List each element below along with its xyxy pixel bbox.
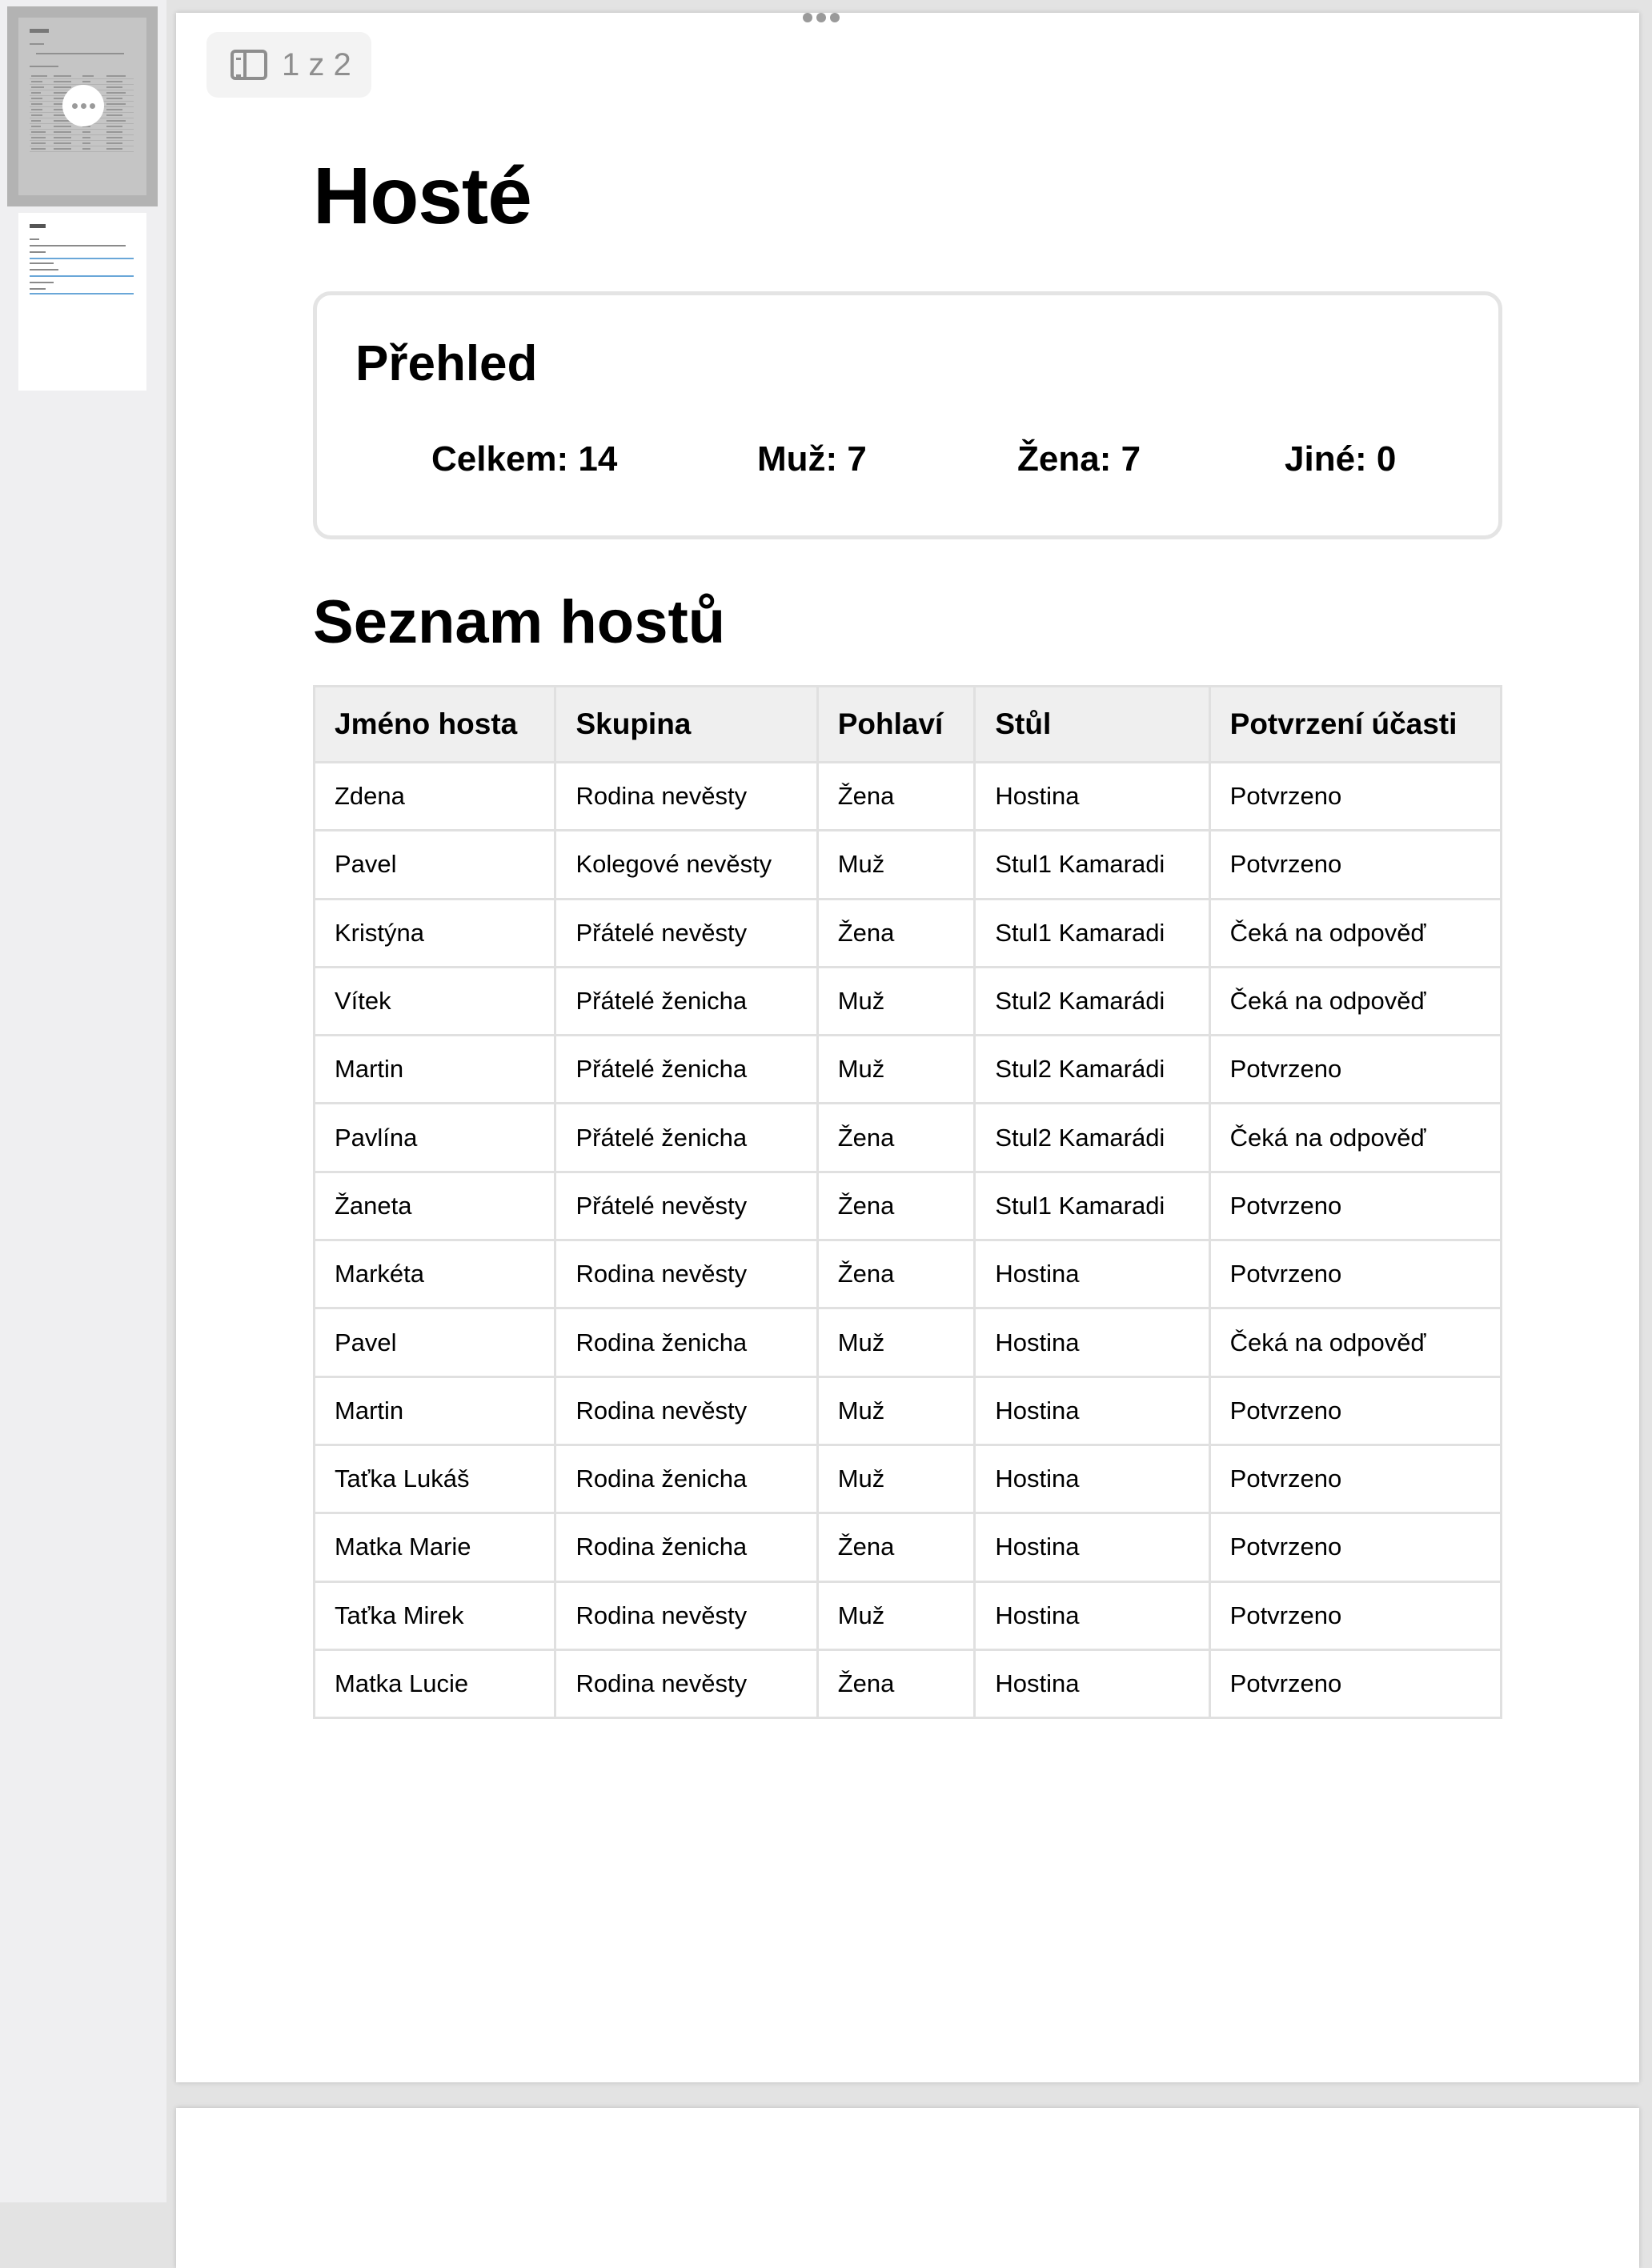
cell-group: Přátelé ženicha: [555, 1104, 817, 1172]
table-header-row: [315, 687, 1502, 763]
cell-group: Přátelé ženicha: [555, 1036, 817, 1104]
cell-group: Rodina nevěsty: [555, 1376, 817, 1445]
stat-total: Celkem: 14: [431, 439, 618, 479]
thumbnail-2-line: [30, 262, 54, 264]
overview-title: Přehled: [355, 336, 538, 391]
stat-female: Žena: 7: [1017, 439, 1141, 479]
cell-guest-name: Pavel: [315, 831, 555, 899]
thumbnail-2-line: [30, 251, 46, 253]
table-row: [315, 1104, 1502, 1172]
cell-guest-name: Martin: [315, 1376, 555, 1445]
cell-guest-name: Matka Marie: [315, 1513, 555, 1581]
page-title: Hosté: [313, 151, 531, 241]
cell-table: Stul2 Kamarádi: [975, 1036, 1209, 1104]
table-row: [315, 1513, 1502, 1581]
cell-gender: Žena: [817, 1172, 975, 1240]
cell-guest-name: Taťka Lukáš: [315, 1445, 555, 1513]
column-header-gender: Pohlaví: [817, 687, 975, 763]
cell-gender: Muž: [817, 1308, 975, 1376]
guest-list-title: Seznam hostů: [313, 588, 726, 656]
page-thumbnail-2[interactable]: [18, 213, 146, 391]
table-row: [315, 1581, 1502, 1649]
cell-table: Hostina: [975, 1240, 1209, 1308]
page-thumbnail-1[interactable]: [18, 18, 146, 195]
cell-rsvp: Potvrzeno: [1209, 1581, 1501, 1649]
cell-group: Rodina ženicha: [555, 1308, 817, 1376]
cell-table: Stul2 Kamarádi: [975, 967, 1209, 1035]
document-page-2: [176, 2108, 1639, 2268]
cell-gender: Žena: [817, 1513, 975, 1581]
cell-group: Přátelé ženicha: [555, 967, 817, 1035]
cell-guest-name: Zdena: [315, 763, 555, 831]
cell-rsvp: Potvrzeno: [1209, 1445, 1501, 1513]
table-row: [315, 899, 1502, 967]
cell-table: Hostina: [975, 1308, 1209, 1376]
cell-table: Stul1 Kamaradi: [975, 831, 1209, 899]
cell-rsvp: Potvrzeno: [1209, 1513, 1501, 1581]
stat-other: Jiné: 0: [1285, 439, 1397, 479]
cell-table: Hostina: [975, 1649, 1209, 1717]
sidebar-toggle-icon: [231, 50, 267, 80]
cell-rsvp: Potvrzeno: [1209, 1376, 1501, 1445]
column-header-guest-name: Jméno hosta: [315, 687, 555, 763]
thumbnail-sidebar: [0, 0, 166, 2202]
more-options-handle-icon[interactable]: [803, 13, 840, 22]
cell-gender: Žena: [817, 1104, 975, 1172]
thumbnail-2-line: [30, 288, 46, 290]
cell-rsvp: Potvrzeno: [1209, 831, 1501, 899]
cell-group: Přátelé nevěsty: [555, 899, 817, 967]
cell-rsvp: Potvrzeno: [1209, 1036, 1501, 1104]
cell-rsvp: Potvrzeno: [1209, 1649, 1501, 1717]
table-row: [315, 1649, 1502, 1717]
more-options-icon[interactable]: [62, 85, 104, 126]
cell-guest-name: Martin: [315, 1036, 555, 1104]
cell-gender: Muž: [817, 967, 975, 1035]
cell-rsvp: Čeká na odpověď: [1209, 1308, 1501, 1376]
cell-group: Rodina nevěsty: [555, 1649, 817, 1717]
table-row: [315, 1240, 1502, 1308]
cell-group: Přátelé nevěsty: [555, 1172, 817, 1240]
cell-table: Hostina: [975, 763, 1209, 831]
cell-rsvp: Čeká na odpověď: [1209, 899, 1501, 967]
table-row: [315, 1172, 1502, 1240]
page-indicator[interactable]: [206, 32, 371, 98]
table-row: [315, 1036, 1502, 1104]
cell-gender: Muž: [817, 1036, 975, 1104]
cell-gender: Žena: [817, 899, 975, 967]
cell-guest-name: Pavel: [315, 1308, 555, 1376]
thumbnail-2-line: [30, 245, 126, 246]
cell-table: Hostina: [975, 1376, 1209, 1445]
thumbnail-2-divider: [30, 293, 134, 295]
table-row: [315, 831, 1502, 899]
cell-group: Rodina nevěsty: [555, 1240, 817, 1308]
cell-rsvp: Potvrzeno: [1209, 1172, 1501, 1240]
cell-table: Stul1 Kamaradi: [975, 1172, 1209, 1240]
cell-guest-name: Pavlína: [315, 1104, 555, 1172]
column-header-rsvp: Potvrzení účasti: [1209, 687, 1501, 763]
table-row: [315, 967, 1502, 1035]
thumbnail-2-line: [30, 282, 54, 283]
cell-group: Rodina nevěsty: [555, 763, 817, 831]
column-header-table: Stůl: [975, 687, 1209, 763]
thumbnail-2-divider: [30, 275, 134, 277]
cell-rsvp: Potvrzeno: [1209, 763, 1501, 831]
thumbnail-2-divider: [30, 258, 134, 259]
thumbnail-2-title-mark: [30, 224, 46, 228]
cell-guest-name: Žaneta: [315, 1172, 555, 1240]
cell-gender: Žena: [817, 763, 975, 831]
cell-table: Hostina: [975, 1445, 1209, 1513]
table-row: [315, 1445, 1502, 1513]
page-indicator-label: 1 z 2: [282, 46, 351, 82]
guest-table: [313, 685, 1502, 1719]
cell-gender: Žena: [817, 1240, 975, 1308]
cell-gender: Muž: [817, 1376, 975, 1445]
cell-group: Rodina ženicha: [555, 1445, 817, 1513]
table-row: [315, 1376, 1502, 1445]
cell-guest-name: Matka Lucie: [315, 1649, 555, 1717]
cell-rsvp: Čeká na odpověď: [1209, 967, 1501, 1035]
cell-gender: Muž: [817, 831, 975, 899]
cell-gender: Muž: [817, 1445, 975, 1513]
cell-group: Kolegové nevěsty: [555, 831, 817, 899]
overview-card: [313, 291, 1502, 539]
stat-male: Muž: 7: [757, 439, 867, 479]
cell-rsvp: Potvrzeno: [1209, 1240, 1501, 1308]
cell-group: Rodina ženicha: [555, 1513, 817, 1581]
thumbnail-2-line: [30, 238, 39, 240]
column-header-group: Skupina: [555, 687, 817, 763]
cell-table: Stul1 Kamaradi: [975, 899, 1209, 967]
cell-gender: Žena: [817, 1649, 975, 1717]
cell-guest-name: Taťka Mirek: [315, 1581, 555, 1649]
cell-guest-name: Vítek: [315, 967, 555, 1035]
cell-rsvp: Čeká na odpověď: [1209, 1104, 1501, 1172]
cell-guest-name: Markéta: [315, 1240, 555, 1308]
table-row: [315, 763, 1502, 831]
cell-table: Hostina: [975, 1581, 1209, 1649]
cell-table: Stul2 Kamarádi: [975, 1104, 1209, 1172]
table-row: [315, 1308, 1502, 1376]
thumbnail-2-line: [30, 269, 58, 270]
cell-table: Hostina: [975, 1513, 1209, 1581]
cell-guest-name: Kristýna: [315, 899, 555, 967]
cell-gender: Muž: [817, 1581, 975, 1649]
cell-group: Rodina nevěsty: [555, 1581, 817, 1649]
